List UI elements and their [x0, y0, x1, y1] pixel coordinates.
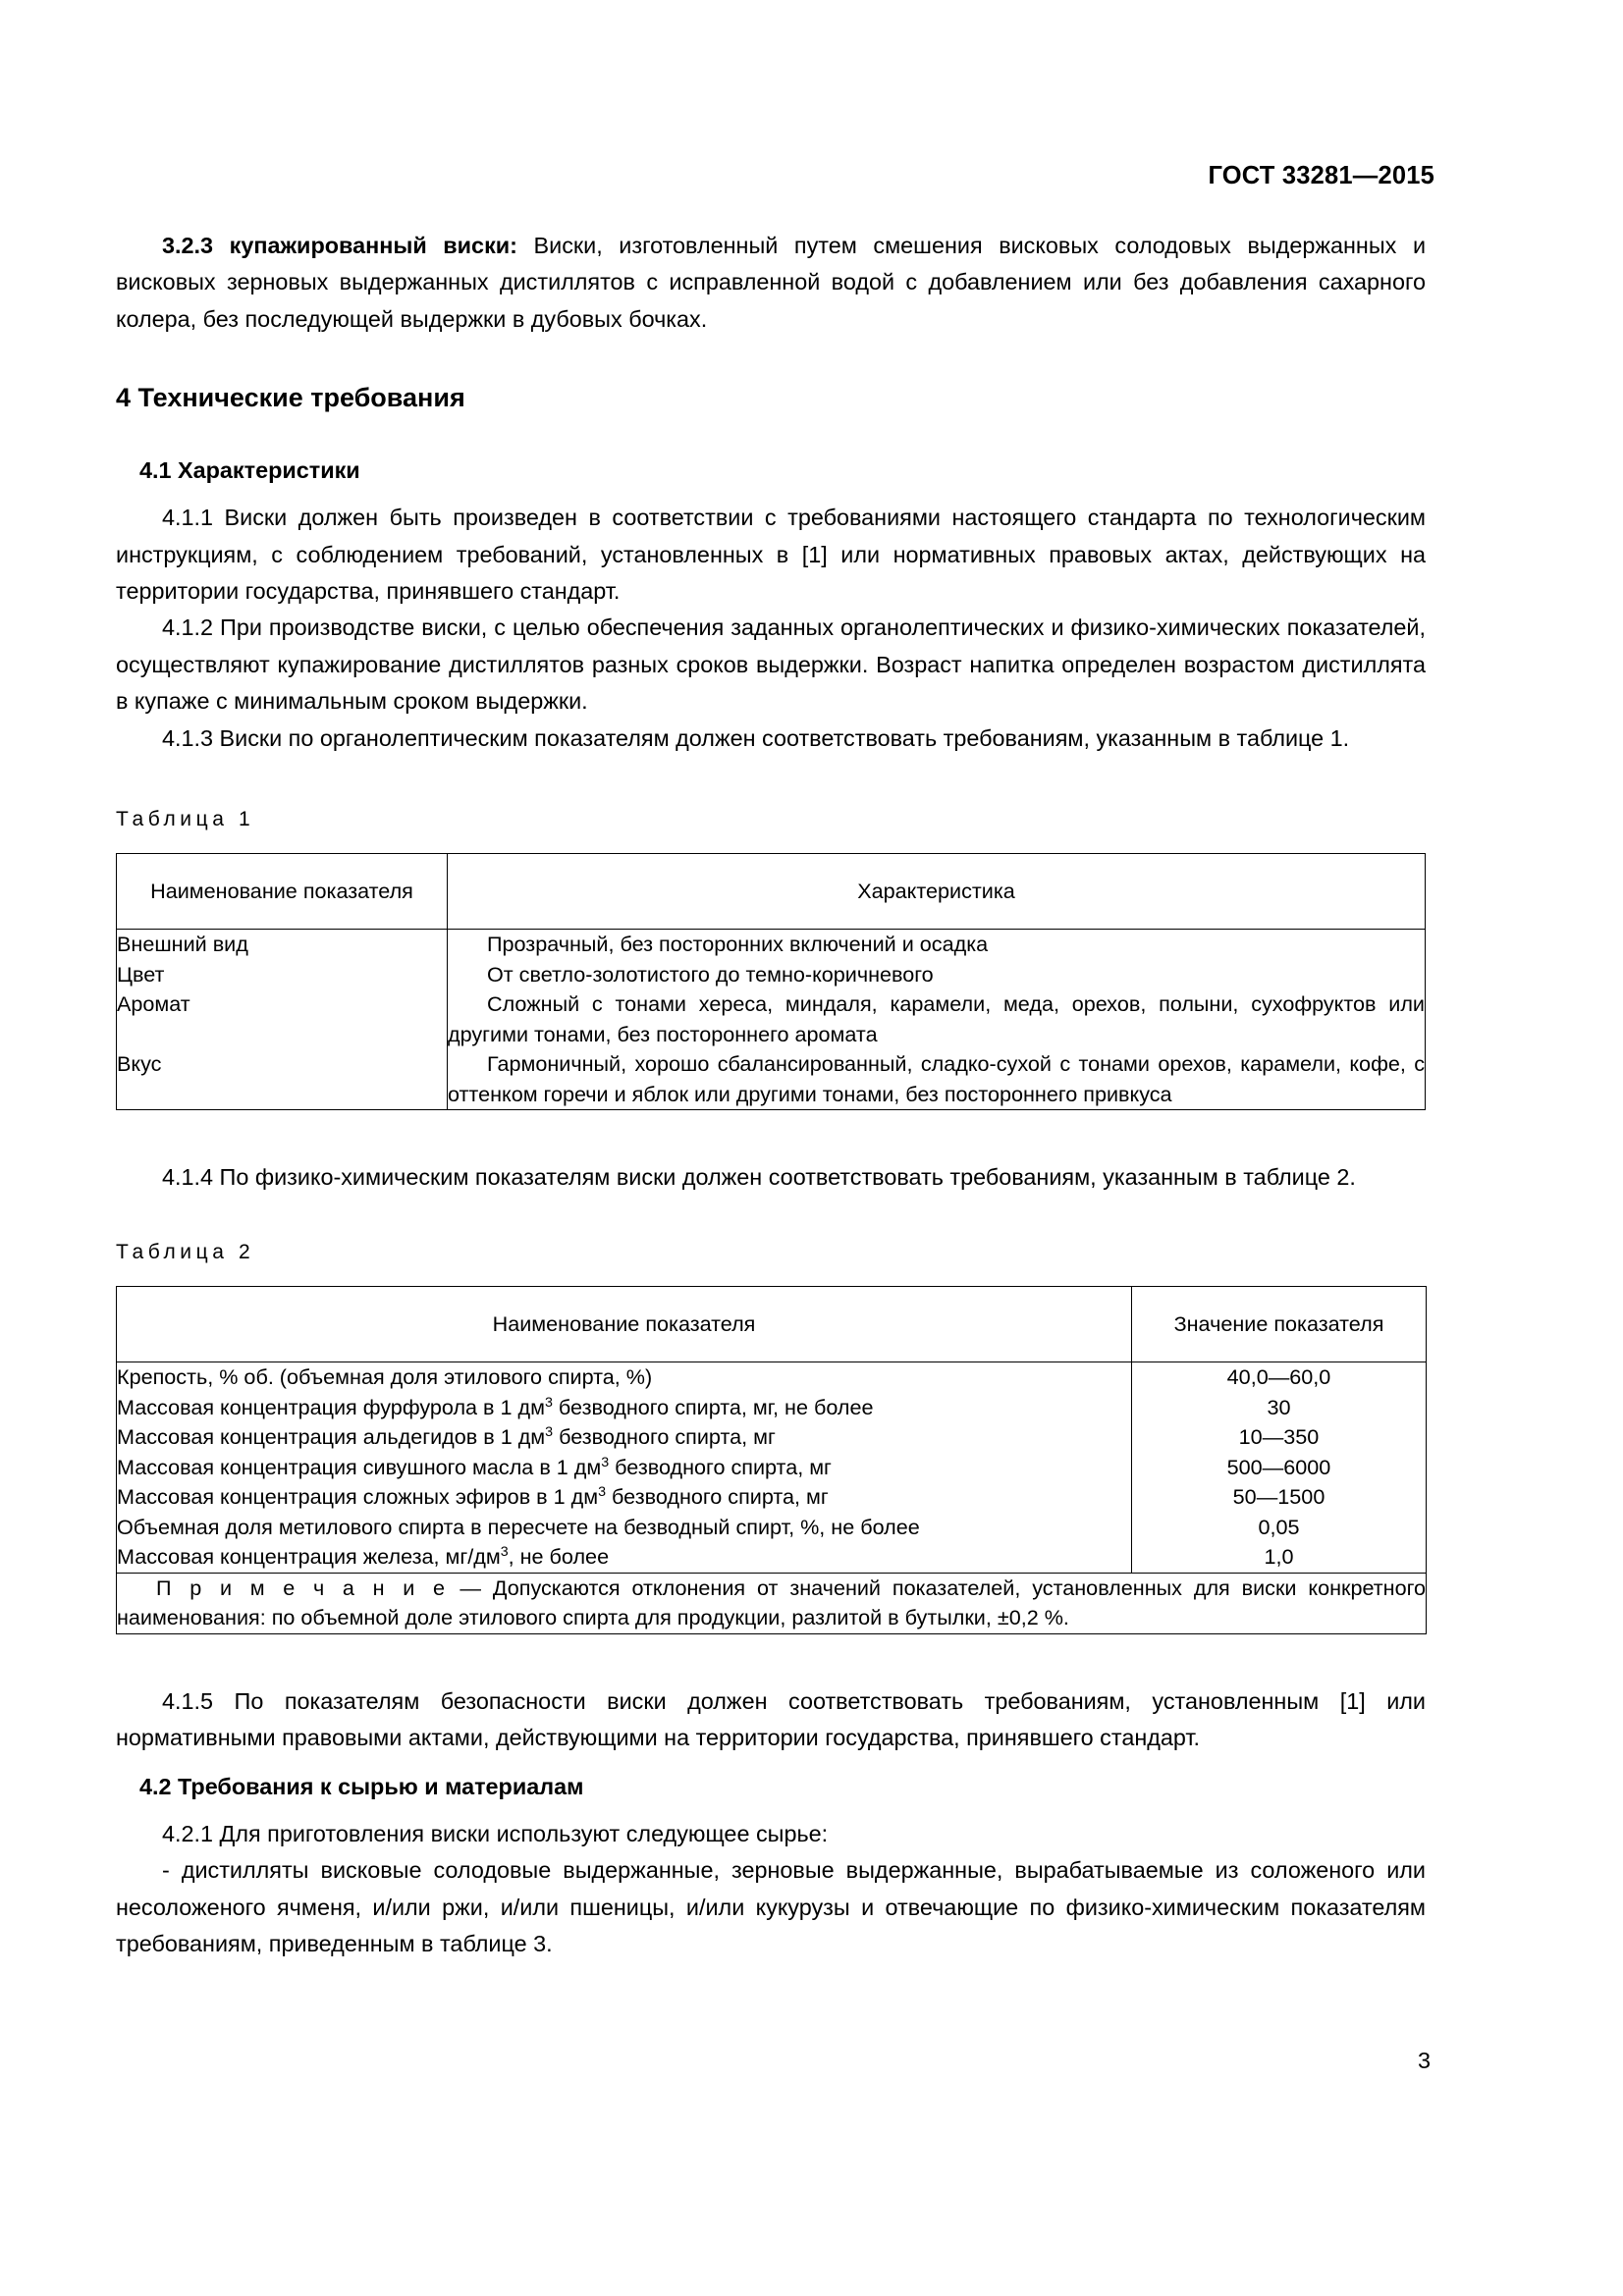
table-2-name-3: Массовая концентрация сивушного масла в 1 $дм^3$ безводного спирта, мг: [117, 1454, 832, 1479]
table-1-characteristic-2: Сложный с тонами хереса, миндаля, карамели, меда, орехов, полыни, сухофруктов или другими тонами, без постороннего аромата: [448, 991, 1425, 1046]
clause-4-2-1: 4.2.1 Для приготовления виски используют следующее сырье:: [162, 1820, 829, 1846]
table-2-note-text: — Допускаются отклонения от значений показателей, установленных для виски конкретного наименования: по объемной доле этилового спирта для продукции, разлитой в бутылки, ±0,2 %.: [117, 1575, 1427, 1630]
table-2-name-1: Массовая концентрация фурфурола в 1 $дм^3$ безводного спирта, мг, не более: [117, 1394, 874, 1419]
table-1-header-characteristic: Характеристика: [448, 854, 1426, 930]
table-2-name-0: Крепость, % об. (объемная доля этилового спирта, %): [117, 1364, 653, 1390]
page-number: 3: [1417, 2048, 1431, 2073]
table-2-body-row: [117, 1362, 1427, 1574]
document-body: [116, 228, 1426, 1962]
table-2: [116, 1286, 1427, 1634]
table-2-value-0: 40,0—60,0: [1226, 1364, 1331, 1390]
table-1-name-3: Вкус: [117, 1051, 162, 1077]
table-2-name-4: Массовая концентрация сложных эфиров в 1 $дм^3$ безводного спирта, мг: [117, 1484, 829, 1510]
clause-3-2-3-number: 3.2.3: [162, 233, 214, 258]
table-2-note: [117, 1573, 1427, 1633]
clause-3-2-3-term: купажированный виски:: [229, 233, 517, 258]
clause-3-2-3: [116, 228, 1426, 338]
clause-4-1-5: 4.1.5 По показателям безопасности виски должен соответствовать требованиям, установленным [1] или нормативными правовыми актами, действующими на территории государства, принявшего стандарт.: [116, 1687, 1426, 1751]
table-2-value-5: 0,05: [1258, 1514, 1300, 1539]
clause-4-1-2: 4.1.2 При производстве виски, с целью обеспечения заданных органолептических и физико-химических показателей, осуществляют купажирование дистиллятов разных сроков выдержки. Возраст напитка определен возрастом дистиллята в купаже с минимальным сроком выдержки.: [116, 614, 1426, 715]
table-2-name-6: Массовая концентрация железа, $мг/дм^3$, не более: [117, 1544, 610, 1570]
table-2-value-2: 10—350: [1238, 1424, 1320, 1450]
table-2-header-name: Наименование показателя: [117, 1287, 1132, 1362]
table-1-name-2: Аромат: [117, 991, 190, 1017]
clause-4-2-1-item: - дистилляты висковые солодовые выдержанные, зерновые выдержанные, вырабатываемые из соложеного или несоложеного ячменя, и/или ржи, и/или пшеницы, и/или кукурузы и отвечающие по физико-химическим показателям требованиям, приведенным в таблице 3.: [116, 1857, 1426, 1956]
table-2-name-2: Массовая концентрация альдегидов в 1 $дм^3$ безводного спирта, мг: [117, 1424, 776, 1450]
table-1-header-name: Наименование показателя: [117, 854, 448, 930]
table-2-note-label: П р и м е ч а н и е: [156, 1575, 449, 1600]
clause-4-1-1: 4.1.1 Виски должен быть произведен в соответствии с требованиями настоящего стандарта по технологическим инструкциям, с соблюдением требований, установленных в [1] или нормативных правовых актах, действующих на территории государства, принявшего стандарт.: [116, 505, 1426, 605]
clause-4-1-4: 4.1.4 По физико-химическим показателям виски должен соответствовать требованиям, указанным в таблице 2.: [162, 1164, 1356, 1191]
table-1-name-1: Цвет: [117, 961, 165, 987]
heading-section-4-2: 4.2 Требования к сырью и материалам: [139, 1773, 584, 1799]
table-2-header-value: Значение показателя: [1132, 1287, 1427, 1362]
table-1-name-spacer: [117, 1020, 447, 1050]
heading-section-4-1: 4.1 Характеристики: [139, 457, 360, 484]
heading-section-4: 4 Технические требования: [116, 383, 465, 413]
table-1-caption: Таблица 1: [116, 808, 255, 831]
table-2-value-1: 30: [1267, 1394, 1291, 1419]
table-1-characteristics: [448, 930, 1426, 1110]
table-2-note-row: [117, 1573, 1427, 1633]
table-1-body-row: [117, 930, 1426, 1110]
running-header-standard-number: ГОСТ 33281—2015: [1208, 162, 1434, 189]
table-2-indicator-values: [1132, 1362, 1427, 1574]
table-2-name-5: Объемная доля метилового спирта в пересчете на безводный спирт, %, не более: [117, 1514, 920, 1539]
table-2-indicator-names: [117, 1362, 1132, 1574]
table-1-header-row: [117, 854, 1426, 930]
table-1-characteristic-0: Прозрачный, без посторонних включений и осадка: [487, 932, 989, 957]
table-2-caption: Таблица 2: [116, 1241, 255, 1264]
table-2-value-3: 500—6000: [1226, 1454, 1331, 1479]
clause-4-1-3: 4.1.3 Виски по органолептическим показателям должен соответствовать требованиям, указанным в таблице 1.: [162, 724, 1350, 751]
table-1-characteristic-3: Гармоничный, хорошо сбалансированный, сладко-сухой с тонами орехов, карамели, кофе, с оттенком горечи и яблок или другими тонами, без постороннего привкуса: [448, 1051, 1425, 1106]
table-2-value-6: 1,0: [1264, 1544, 1294, 1570]
table-1-indicator-names: [117, 930, 448, 1110]
clause-3-2-3-text: Виски, изготовленный путем смешения висковых солодовых выдержанных и висковых зерновых выдержанных дистиллятов с исправленной водой с добавлением или без добавления сахарного колера, без последующей выдержки в дубовых бочках.: [116, 233, 1427, 332]
table-1-name-0: Внешний вид: [117, 932, 248, 957]
table-1-characteristic-1: От светло-золотистого до темно-коричневого: [487, 961, 934, 987]
table-2-header-row: [117, 1287, 1427, 1362]
table-1: [116, 853, 1426, 1110]
table-2-value-4: 50—1500: [1232, 1484, 1325, 1510]
